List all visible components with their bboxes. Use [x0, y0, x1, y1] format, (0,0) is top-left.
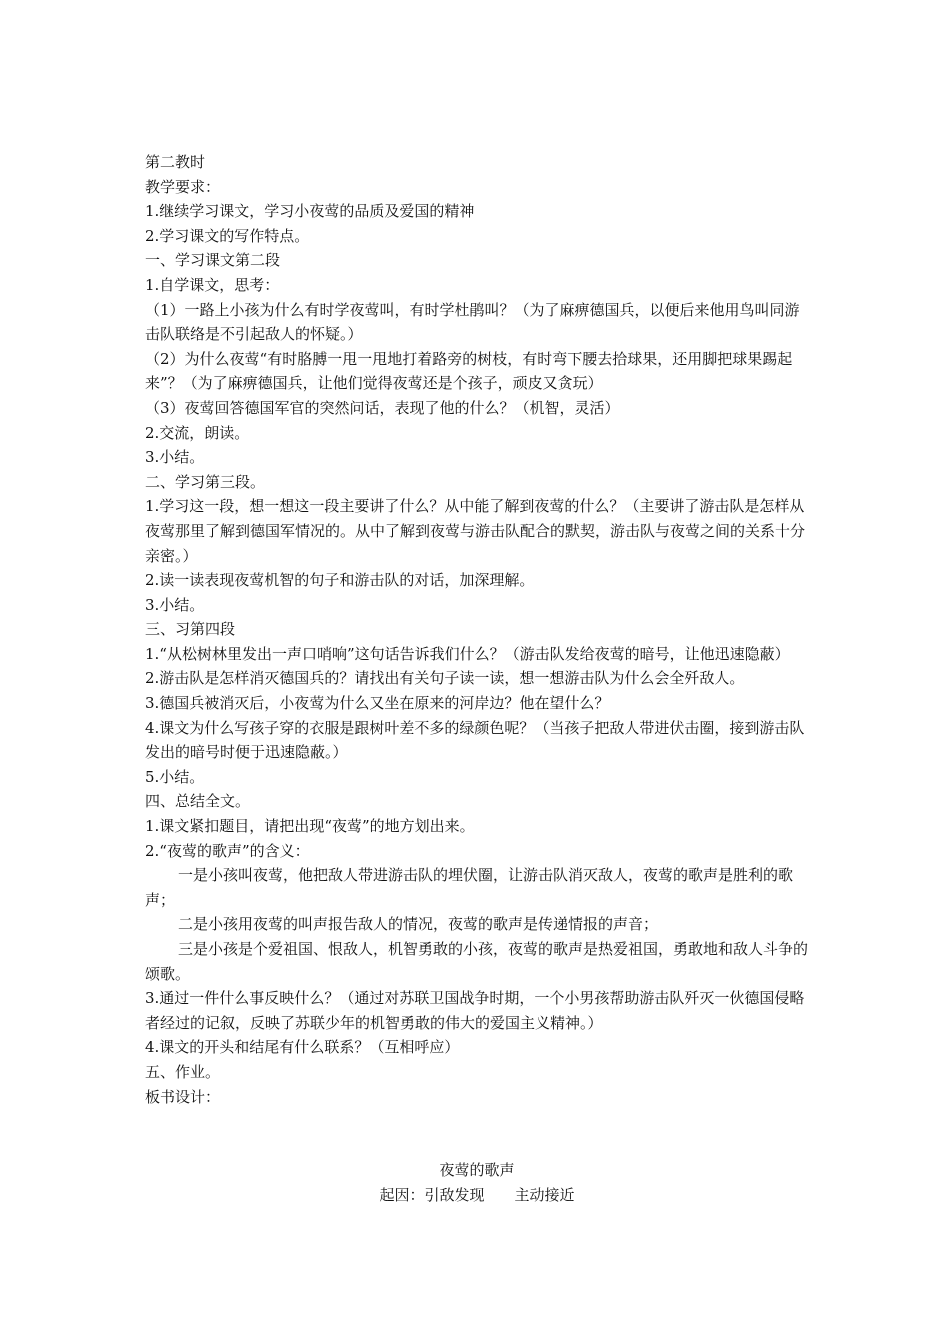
paragraph: 4.课文为什么写孩子穿的衣服是跟树叶差不多的绿颜色呢？（当孩子把敌人带进伏击圈，接到游击队发出的暗号时便于迅速隐蔽。）: [145, 718, 805, 762]
board-design-label: 板书设计：: [145, 1087, 221, 1106]
requirements-heading: 教学要求：: [145, 177, 221, 196]
section-heading: 五、作业。: [145, 1062, 221, 1081]
section-heading: 三、习第四段: [145, 620, 236, 639]
paragraph: （2）为什么夜莺“有时胳膊一甩一甩地打着路旁的树枝，有时弯下腰去拾球果，还用脚把球果踢起来”？（为了麻痹德国兵，让他们觉得夜莺还是个孩子，顽皮又贪玩）: [145, 349, 793, 393]
paragraph: 2.“夜莺的歌声”的含义：: [145, 841, 310, 860]
requirement-item: 2.学习课文的写作特点。: [145, 226, 310, 245]
board-line: 起因：引敌发现 主动接近: [379, 1185, 575, 1204]
lesson-heading: 第二教时: [145, 153, 206, 171]
paragraph: 1.“从松树林里发出一声口哨响”这句话告诉我们什么？（游击队发给夜莺的暗号，让他迅速隐蔽）: [145, 644, 790, 663]
meaning-paragraph: 三是小孩是个爱祖国、恨敌人，机智勇敢的小孩，夜莺的歌声是热爱祖国，勇敢地和敌人斗争的颂歌。: [145, 940, 809, 983]
paragraph: 1.课文紧扣题目，请把出现“夜莺”的地方划出来。: [145, 817, 475, 836]
requirement-item: 1.继续学习课文，学习小夜莺的品质及爱国的精神: [145, 202, 475, 221]
paragraph: 5.小结。: [145, 767, 205, 786]
paragraph: 3.小结。: [145, 448, 205, 467]
paragraph: 3.通过一件什么事反映什么？（通过对苏联卫国战争时期，一个小男孩帮助游击队歼灭一伙德国侵略者经过的记叙，反映了苏联少年的机智勇敢的伟大的爱国主义精神。）: [145, 989, 805, 1032]
paragraph: 2.游击队是怎样消灭德国兵的？请找出有关句子读一读，想一想游击队为什么会全歼敌人。: [145, 669, 745, 688]
paragraph: 3.德国兵被消灭后，小夜莺为什么又坐在原来的河岸边？他在望什么？: [145, 694, 610, 713]
document-body: [145, 150, 809, 1207]
meaning-paragraph: 二是小孩用夜莺的叫声报告敌人的情况，夜莺的歌声是传递情报的声音；: [178, 915, 659, 934]
paragraph: 4.课文的开头和结尾有什么联系？（互相呼应）: [145, 1038, 460, 1057]
section-heading: 四、总结全文。: [145, 792, 251, 811]
board-title: 夜莺的歌声: [439, 1161, 515, 1180]
paragraph: 2.读一读表现夜莺机智的句子和游击队的对话，加深理解。: [145, 571, 535, 590]
paragraph: 1.自学课文，思考：: [145, 275, 280, 294]
paragraph: （1）一路上小孩为什么有时学夜莺叫，有时学杜鹃叫？（为了麻痹德国兵，以便后来他用鸟叫同游击队联络是不引起敌人的怀疑。）: [145, 300, 800, 344]
meaning-paragraph: 一是小孩叫夜莺，他把敌人带进游击队的埋伏圈，让游击队消灭敌人，夜莺的歌声是胜利的歌声；: [145, 866, 794, 909]
paragraph: 2.交流，朗读。: [145, 423, 250, 442]
section-heading: 二、学习第三段。: [145, 472, 266, 491]
paragraph: （3）夜莺回答德国军官的突然问话，表现了他的什么？（机智，灵活）: [145, 398, 620, 417]
paragraph: 3.小结。: [145, 595, 205, 614]
section-heading: 一、学习课文第二段: [145, 251, 281, 270]
paragraph: 1.学习这一段，想一想这一段主要讲了什么？从中能了解到夜莺的什么？（主要讲了游击队是怎样从夜莺那里了解到德国军情况的。从中了解到夜莺与游击队配合的默契，游击队与夜莺之间的关系十分亲密。）: [145, 497, 806, 565]
spacer: [145, 1109, 809, 1158]
